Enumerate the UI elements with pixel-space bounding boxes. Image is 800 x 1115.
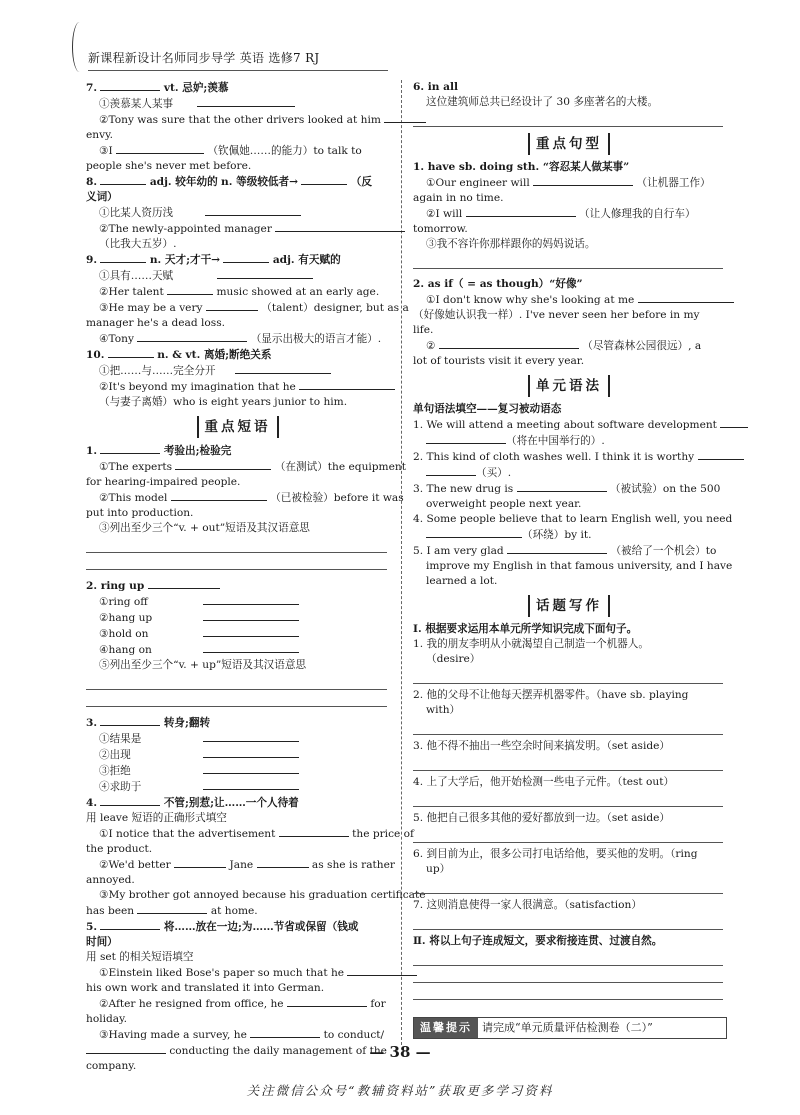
phrase-1-head: 1. 考验出;检验完 <box>86 445 232 457</box>
blank[interactable] <box>299 379 395 390</box>
left-column: 7. vt. 忌妒;羡慕 ①羡慕某人某事 ②Tony was sure that the other drivers looked at him envy. ③I （钦佩她……的能力）to talk to people she's never met before. 8. adj. 较年幼的 n. 等级较低者→ （反 义词） ①比某人资历浅 ②The newly-appointed manager （比我大五岁）. 9. n. 天才;才干→ adj. 有天赋的 ①具有……天赋 ②Her talent music showed at an early age. ③He may be a very （talent）designer, but as a manager he's a dead loss. ④Tony （显示出极大的语言才能）. 10. n. & vt. 离婚;断绝关系 ①把……与……完全分开 ②It's beyond my imagination that he （与妻子离婚）who is eight years junior to him. 重点短语 1. 考验出;检验完 ①The experts （在测试）the equipment for hearing-impaired people. ②This model （已被检验）before it was put into production. ③列出至少三个“v. + out”短语及其汉语意思 2. ring up ①ring off ②hang up ③hold on ④hang on ⑤列出至少三个“v. + up”短语及其汉语意思 3. 转身;翻转 ①结果是 ②出现 ③拒绝 ④求助于 4. 不管;别惹;让……一个人待着 用 leave 短语的正确形式填空 ①I notice that the advertisement the price of the product. ②We'd better Jane as she is rather annoyed. ③My brother got annoyed because his graduation certificate has been at home. 5. 将……放在一边;为……节省或保留（钱或 时间） 用 set 的相关短语填空 ①Einstein liked Bose's paper so much that he his own work and translated it into German. ②After he resigned from office, he for holiday. ③Having made a survey, he to conduct/ conducting the daily management of the company. <box>86 82 426 1072</box>
writing-item: 6. 到目前为止，很多公司打电话给他，要买他的发明。（ring <box>413 848 698 860</box>
grammar-3-a1: 3. The new drug is <box>413 483 514 495</box>
write-line[interactable] <box>413 718 723 735</box>
vocab-9-c1: ③He may be a very <box>99 302 203 314</box>
phrase-1-b3: put into production. <box>86 507 194 519</box>
phrase-5-inst: 用 set 的相关短语填空 <box>86 951 194 963</box>
blank[interactable] <box>698 449 744 460</box>
sentence-2-a3: life. <box>413 324 434 336</box>
blank[interactable] <box>171 490 267 501</box>
blank[interactable] <box>203 642 299 653</box>
phrase-4-b4: annoyed. <box>86 874 135 886</box>
blank[interactable] <box>439 338 579 349</box>
write-line[interactable] <box>86 673 387 690</box>
blank[interactable] <box>203 610 299 621</box>
blank[interactable] <box>108 347 154 358</box>
phrase-1-b1: ②This model <box>99 492 168 504</box>
sentence-2-b1: ② <box>426 340 436 352</box>
writing-item-cont: （desire） <box>426 653 481 665</box>
blank[interactable] <box>217 268 313 279</box>
right-column: 6. in all 这位建筑师总共已经设计了 30 多座著名的大楼。 重点句型 1. have sb. doing sth. “容忍某人做某事” ①Our engineer will （让机器工作） again in no time. ②I will （让人修理我的自行车） tomorrow. ③我不容许你那样跟你的妈妈说话。 2. as if（ = as though）“好像” ①I don't know why she's looking at me （好像她认识我一样）. I've never seen her before in my life. ② （尽管森林公园很远）, a lot of tourists visit it every year. 单元语法 单句语法填空——复习被动语态 1. We will attend a meeting about software development （将在中国举行的）. 2. This kind of cloth washes well. I think it is worthy （买）. 3. The new drug is （被试验）on the 500 overweight people next year. 4. Some people believe that to learn English well, you need （环绕）by it. 5. I am very glad （被给了一个机会）to improve my English in that famous university, and I have learned a lot. 话题写作 Ⅰ. 根据要求运用本单元所学知识完成下面句子。 1. 我的朋友李明从小就渴望自己制造一个机器人。 （desire） 2. 他的父母不让他每天摆弄机器零件。（have sb. playing with） 3. 他不得不抽出一些空余时间来搞发明。（set aside） 4. 上了大学后，他开始检测一些电子元件。（test out） 5. 他把自己很多其他的爱好都放到一边。（set aside） 6. 到目前为止，很多公司打电话给他，要买他的发明。（ring up） 7. 这则消息使得一家人很满意。（satisfaction） Ⅱ. 将以上句子连成短文，要求衔接连贯、过渡自然。 <box>413 80 725 1000</box>
write-line[interactable] <box>413 826 723 843</box>
footer-note: 关注微信公众号“教辅资料站”获取更多学习资料 <box>246 1083 554 1098</box>
blank[interactable] <box>203 747 299 758</box>
blank[interactable] <box>533 175 633 186</box>
vocab-9-b1: ②Her talent <box>99 286 164 298</box>
blank[interactable] <box>426 465 476 476</box>
sentence-2-head: 2. as if（ = as though）“好像” <box>413 278 583 290</box>
phrase-2-item: ④hang on <box>99 644 152 656</box>
header-bracket <box>72 22 87 72</box>
blank[interactable] <box>426 433 506 444</box>
blank[interactable] <box>235 363 331 374</box>
write-line[interactable] <box>413 754 723 771</box>
blank[interactable] <box>517 481 607 492</box>
section-title-grammar: 单元语法 <box>413 375 725 397</box>
blank[interactable] <box>100 919 160 930</box>
vocab-9-c3: manager he's a dead loss. <box>86 317 225 329</box>
grammar-5-a1: 5. I am very glad <box>413 545 504 557</box>
writing-item: 3. 他不得不抽出一些空余时间来搞发明。（set aside） <box>413 740 670 752</box>
blank[interactable] <box>100 252 146 263</box>
blank[interactable] <box>720 417 748 428</box>
blank[interactable] <box>175 459 271 470</box>
vocab-10-a: ①把……与……完全分开 <box>99 365 216 377</box>
sentence-2-b3: lot of tourists visit it every year. <box>413 355 585 367</box>
phrase-2-item: ①ring off <box>99 596 148 608</box>
blank[interactable] <box>507 543 607 554</box>
writing-instruction-2: Ⅱ. 将以上句子连成短文，要求衔接连贯、过渡自然。 <box>413 935 663 947</box>
blank[interactable] <box>100 795 160 806</box>
write-line[interactable] <box>86 536 387 553</box>
blank[interactable] <box>257 857 309 868</box>
phrase-4-c2: has been <box>86 905 135 917</box>
blank[interactable] <box>197 96 295 107</box>
blank[interactable] <box>426 527 522 538</box>
blank[interactable] <box>137 903 207 914</box>
blank[interactable] <box>203 594 299 605</box>
grammar-2-a: 2. This kind of cloth washes well. I think it is worthy <box>413 451 695 463</box>
phrase-3-item: ③拒绝 <box>99 765 131 777</box>
section-title-writing: 话题写作 <box>413 595 725 617</box>
vocab-7-head: 7. vt. 忌妒;羡慕 <box>86 82 229 94</box>
phrase-5-a1: ①Einstein liked Bose's paper so much that he <box>99 967 345 979</box>
vocab-7-c1: ③I <box>99 145 113 157</box>
phrase-2-head: 2. ring up <box>86 578 389 594</box>
reminder-label: 温馨提示 <box>414 1018 478 1038</box>
writing-item: 2. 他的父母不让他每天摆弄机器零件。（have sb. playing <box>413 689 689 701</box>
phrase-4-a3: the product. <box>86 843 153 855</box>
vocab-8-head: 8. adj. 较年幼的 n. 等级较低者→ （反 <box>86 176 372 188</box>
phrase-6-a: 这位建筑师总共已经设计了 30 多座著名的大楼。 <box>426 96 659 108</box>
blank[interactable] <box>250 1027 320 1038</box>
page-number: — 38 — <box>369 1043 431 1061</box>
phrase-5-c3: conducting the daily management of the <box>169 1045 387 1057</box>
vocab-10-head: 10. n. & vt. 离婚;断绝关系 <box>86 349 272 361</box>
write-line[interactable] <box>413 252 723 269</box>
grammar-1-a: 1. We will attend a meeting about software development <box>413 419 717 431</box>
write-line[interactable] <box>413 877 723 894</box>
write-line[interactable] <box>413 966 723 983</box>
write-line[interactable] <box>413 790 723 807</box>
write-line[interactable] <box>413 983 723 1000</box>
blank[interactable] <box>287 996 367 1007</box>
phrase-2-item: ②hang up <box>99 612 153 624</box>
writing-item-cont: up） <box>426 863 451 875</box>
section-title-sentences: 重点句型 <box>413 133 725 155</box>
write-line[interactable] <box>413 110 723 127</box>
blank[interactable] <box>100 715 160 726</box>
blank[interactable] <box>275 221 405 232</box>
phrase-3-item: ②出现 <box>99 749 131 761</box>
writing-item: 4. 上了大学后，他开始检测一些电子元件。（test out） <box>413 776 675 788</box>
write-line[interactable] <box>413 667 723 684</box>
phrase-2-item: ③hold on <box>99 628 149 640</box>
sentence-1-b1: ②I will <box>426 208 463 220</box>
sentence-2-a1: ①I don't know why she's looking at me <box>426 294 635 306</box>
vocab-8-b: ②The newly-appointed manager <box>99 223 272 235</box>
blank[interactable] <box>100 80 160 91</box>
blank[interactable] <box>148 578 220 589</box>
grammar-3-b: overweight people next year. <box>426 498 582 510</box>
blank[interactable] <box>466 206 576 217</box>
phrase-4-b1: ②We'd better <box>99 859 171 871</box>
phrase-1-c: ③列出至少三个“v. + out”短语及其汉语意思 <box>99 522 310 534</box>
blank[interactable] <box>100 443 160 454</box>
blank[interactable] <box>203 779 299 790</box>
sentence-1-a1: ①Our engineer will <box>426 177 530 189</box>
book-title: 新课程新设计名师同步导学 英语 选修7 RJ <box>88 51 320 65</box>
phrase-6-head: 6. in all <box>413 81 459 93</box>
blank[interactable] <box>174 857 226 868</box>
phrase-5-meaning2: 时间） <box>86 936 118 948</box>
blank[interactable] <box>203 731 299 742</box>
vocab-9-d1: ④Tony <box>99 333 134 345</box>
blank[interactable] <box>100 174 146 185</box>
blank[interactable] <box>279 826 349 837</box>
sentence-2-a2: （好像她认识我一样）. I've never seen her before in my <box>413 309 700 321</box>
section-title-phrases: 重点短语 <box>86 416 389 438</box>
write-line[interactable] <box>413 949 723 966</box>
writing-item: 7. 这则消息使得一家人很满意。（satisfaction） <box>413 899 642 911</box>
vocab-7-b: ②Tony was sure that the other drivers looked at him <box>99 114 381 126</box>
blank[interactable] <box>167 284 213 295</box>
blank[interactable] <box>223 252 269 263</box>
writing-item-cont: with） <box>426 704 461 716</box>
vocab-10-b2: （与妻子离婚）who is eight years junior to him. <box>99 396 348 408</box>
blank[interactable] <box>206 300 258 311</box>
grammar-4-a: 4. Some people believe that to learn English well, you need <box>413 513 733 525</box>
writing-item: 5. 他把自己很多其他的爱好都放到一边。（set aside） <box>413 812 670 824</box>
phrase-4-head: 4. 不管;别惹;让……一个人待着 <box>86 797 299 809</box>
phrase-4-inst: 用 leave 短语的正确形式填空 <box>86 812 227 824</box>
phrase-2-e: ⑤列出至少三个“v. + up”短语及其汉语意思 <box>99 659 307 671</box>
vocab-8-a: ①比某人资历浅 <box>99 207 174 219</box>
sentence-1-a3: again in no time. <box>413 192 504 204</box>
writing-instruction: Ⅰ. 根据要求运用本单元所学知识完成下面句子。 <box>413 623 638 635</box>
vocab-7-b2: envy. <box>86 129 114 141</box>
phrase-4-c1: ③My brother got annoyed because his graduation certificate <box>99 889 426 901</box>
phrase-5-head: 5. 将……放在一边;为……节省或保留（钱或 <box>86 921 359 933</box>
vocab-8-p4: 义词） <box>86 191 118 203</box>
vocab-10-b1: ②It's beyond my imagination that he <box>99 381 296 393</box>
vocab-7-c2: （钦佩她……的能力）to talk to <box>207 145 362 157</box>
sentence-1-c: ③我不容许你那样跟你的妈妈说话。 <box>426 238 596 250</box>
phrase-5-c1: ③Having made a survey, he <box>99 1029 247 1041</box>
vocab-9-a: ①具有……天赋 <box>99 270 174 282</box>
phrase-1-a3: for hearing-impaired people. <box>86 476 241 488</box>
blank[interactable] <box>203 626 299 637</box>
grammar-5-c: learned a lot. <box>426 575 498 587</box>
blank[interactable] <box>137 331 247 342</box>
reminder-text: 请完成“单元质量评估检测卷（二）” <box>482 1021 653 1034</box>
phrase-1-a1: ①The experts <box>99 461 173 473</box>
write-line[interactable] <box>86 553 387 570</box>
blank[interactable] <box>203 763 299 774</box>
phrase-5-a2: his own work and translated it into German. <box>86 982 325 994</box>
write-line[interactable] <box>413 913 723 930</box>
phrase-5-b1: ②After he resigned from office, he <box>99 998 284 1010</box>
blank[interactable] <box>301 174 347 185</box>
reminder-box <box>413 1017 727 1039</box>
phrase-5-c4: company. <box>86 1060 137 1072</box>
sentence-1-head: 1. have sb. doing sth. “容忍某人做某事” <box>413 161 630 173</box>
phrase-3-item: ④求助于 <box>99 781 142 793</box>
grammar-5-b: improve my English in that famous university, and I have <box>426 560 733 572</box>
phrase-5-b3: holiday. <box>86 1013 128 1025</box>
vocab-8-b2: （比我大五岁）. <box>99 238 177 250</box>
grammar-subtitle: 单句语法填空——复习被动语态 <box>413 403 562 415</box>
write-line[interactable] <box>86 690 387 707</box>
blank[interactable] <box>116 143 204 154</box>
vocab-9-head: 9. n. 天才;才干→ adj. 有天赋的 <box>86 254 341 266</box>
blank[interactable] <box>205 205 301 216</box>
phrase-3-head: 3. 转身;翻转 <box>86 717 211 729</box>
phrase-4-a1: ①I notice that the advertisement <box>99 828 276 840</box>
blank[interactable] <box>347 965 417 976</box>
phrase-3-item: ①结果是 <box>99 733 142 745</box>
header-rule <box>88 70 388 71</box>
vocab-7-c3: people she's never met before. <box>86 160 252 172</box>
writing-item: 1. 我的朋友李明从小就渴望自己制造一个机器人。 <box>413 638 649 650</box>
blank[interactable] <box>638 292 734 303</box>
sentence-1-b3: tomorrow. <box>413 223 468 235</box>
vocab-7-a: ①羡慕某人某事 <box>99 98 174 110</box>
